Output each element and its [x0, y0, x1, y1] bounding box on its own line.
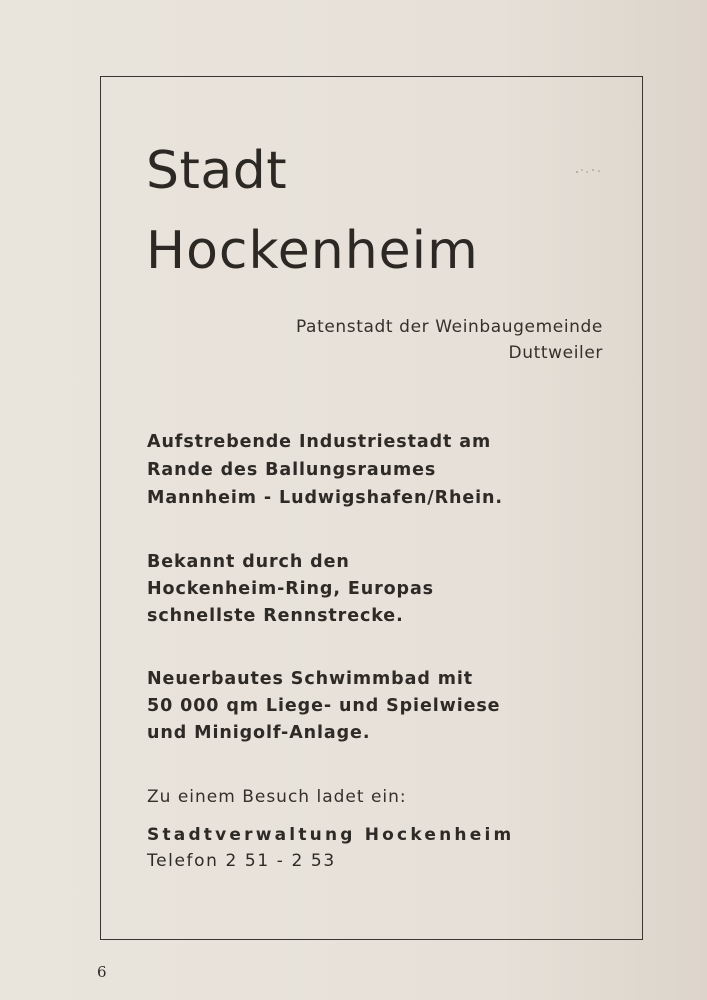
print-speck-mark	[573, 164, 607, 178]
advertisement-frame	[100, 76, 643, 940]
title-line-hockenheim: Hockenheim	[146, 221, 479, 281]
invitation-text: Zu einem Besuch ladet ein:	[147, 787, 407, 807]
page-number: 6	[97, 963, 107, 981]
telephone-number: Telefon 2 51 - 2 53	[147, 851, 336, 871]
pool-text-line-3: und Minigolf-Anlage.	[147, 723, 371, 743]
city-administration-name: Stadtverwaltung Hockenheim	[147, 825, 515, 845]
pool-text-line-2: 50 000 qm Liege- und Spielwiese	[147, 696, 501, 716]
title-line-stadt: Stadt	[146, 141, 288, 201]
subtitle-line-1: Patenstadt der Weinbaugemeinde	[295, 317, 603, 337]
industry-text-line-1: Aufstrebende Industriestadt am	[147, 432, 492, 452]
subtitle-line-2: Duttweiler	[508, 343, 603, 363]
racetrack-text-line-1: Bekannt durch den	[147, 552, 350, 572]
pool-text-line-1: Neuerbautes Schwimmbad mit	[147, 669, 474, 689]
racetrack-text-line-2: Hockenheim-Ring, Europas	[147, 579, 434, 599]
racetrack-text-line-3: schnellste Rennstrecke.	[147, 606, 404, 626]
industry-text-line-2: Rande des Ballungsraumes	[147, 460, 437, 480]
industry-text-line-3: Mannheim - Ludwigshafen/Rhein.	[147, 488, 503, 508]
